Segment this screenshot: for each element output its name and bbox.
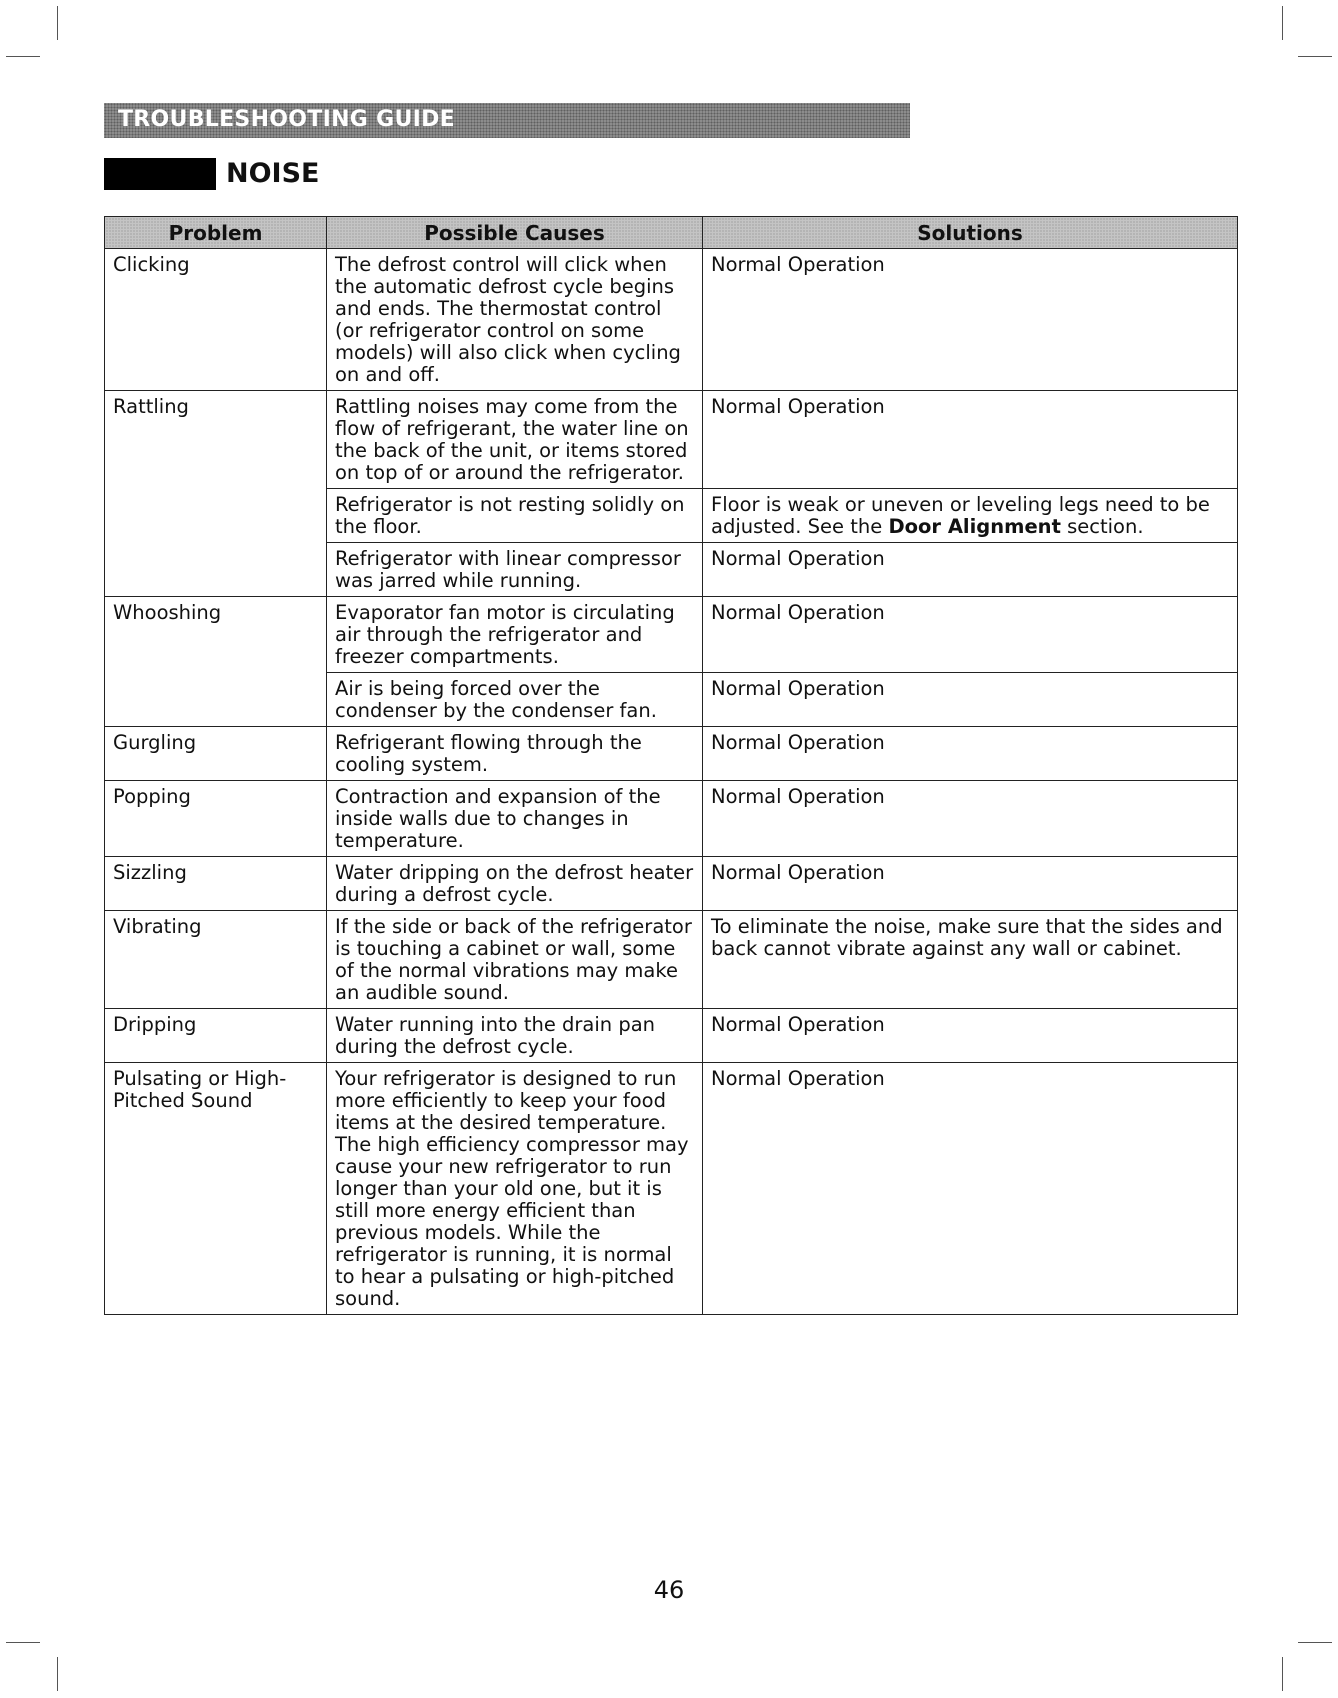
crop-mark <box>1282 6 1283 40</box>
table-row <box>105 911 1238 1009</box>
solution-cell: To eliminate the noise, make sure that the sides and back cannot vibrate against any wall or cabinet. <box>703 911 1238 1009</box>
section-marker-bar <box>104 158 216 190</box>
solution-cell: Normal Operation <box>703 597 1238 673</box>
cause-cell: Water running into the drain pan during the defrost cycle. <box>327 1009 703 1063</box>
solution-cell <box>703 489 1238 543</box>
section-title: NOISE <box>226 158 320 189</box>
cause-cell: Rattling noises may come from the flow of refrigerant, the water line on the back of the unit, or items stored on top of or around the refrigerator. <box>327 391 703 489</box>
crop-mark <box>6 1642 40 1643</box>
table-header-row <box>105 217 1238 249</box>
column-header-causes: Possible Causes <box>327 217 703 249</box>
page-number: 46 <box>653 1576 685 1604</box>
crop-mark <box>1298 56 1332 57</box>
cause-cell: Refrigerator with linear compressor was jarred while running. <box>327 543 703 597</box>
table-body <box>105 249 1238 1315</box>
problem-cell: Popping <box>105 781 327 857</box>
problem-cell: Vibrating <box>105 911 327 1009</box>
table-row <box>105 597 1238 673</box>
solution-cell: Normal Operation <box>703 727 1238 781</box>
problem-cell: Whooshing <box>105 597 327 727</box>
problem-cell: Dripping <box>105 1009 327 1063</box>
section-reference: Door Alignment <box>888 515 1061 538</box>
crop-mark <box>57 1657 58 1691</box>
crop-mark <box>57 6 58 40</box>
table-row <box>105 857 1238 911</box>
table-row <box>105 1063 1238 1315</box>
problem-cell: Rattling <box>105 391 327 597</box>
solution-cell: Normal Operation <box>703 781 1238 857</box>
section-banner <box>104 103 910 138</box>
cause-cell: If the side or back of the refrigerator is touching a cabinet or wall, some of the normal vibrations may make an audible sound. <box>327 911 703 1009</box>
problem-cell: Sizzling <box>105 857 327 911</box>
solution-cell: Normal Operation <box>703 857 1238 911</box>
column-header-solutions: Solutions <box>703 217 1238 249</box>
solution-cell: Normal Operation <box>703 673 1238 727</box>
cause-cell: Contraction and expansion of the inside walls due to changes in temperature. <box>327 781 703 857</box>
banner-title: TROUBLESHOOTING GUIDE <box>118 107 456 132</box>
cause-cell: Refrigerant flowing through the cooling system. <box>327 727 703 781</box>
table-row <box>105 727 1238 781</box>
solution-cell: Normal Operation <box>703 1063 1238 1315</box>
table-row <box>105 1009 1238 1063</box>
solution-text: section. <box>1060 515 1144 538</box>
crop-mark <box>1298 1642 1332 1643</box>
solution-cell: Normal Operation <box>703 249 1238 391</box>
solution-cell: Normal Operation <box>703 1009 1238 1063</box>
cause-cell: Refrigerator is not resting solidly on the floor. <box>327 489 703 543</box>
crop-mark <box>1282 1657 1283 1691</box>
troubleshooting-table <box>104 216 1238 1315</box>
problem-cell: Gurgling <box>105 727 327 781</box>
solution-cell: Normal Operation <box>703 391 1238 489</box>
cause-cell: Evaporator fan motor is circulating air through the refrigerator and freezer compartments. <box>327 597 703 673</box>
solution-cell: Normal Operation <box>703 543 1238 597</box>
column-header-problem: Problem <box>105 217 327 249</box>
problem-cell: Clicking <box>105 249 327 391</box>
table-row <box>105 391 1238 489</box>
cause-cell: Air is being forced over the condenser by the condenser fan. <box>327 673 703 727</box>
table-row <box>105 249 1238 391</box>
cause-cell: Your refrigerator is designed to run more efficiently to keep your food items at the desired temperature. The high efficiency compressor may cause your new refrigerator to run longer than your old one, but it is still more energy efficient than previous models. While the refrigerator is running, it is normal to hear a pulsating or high-pitched sound. <box>327 1063 703 1315</box>
cause-cell: The defrost control will click when the automatic defrost cycle begins and ends. The thermostat control (or refrigerator control on some models) will also click when cycling on and off. <box>327 249 703 391</box>
solution-text: Floor is weak or uneven or leveling legs need to be adjusted. See the <box>711 493 1210 538</box>
problem-cell: Pulsating or High-Pitched Sound <box>105 1063 327 1315</box>
cause-cell: Water dripping on the defrost heater during a defrost cycle. <box>327 857 703 911</box>
table-row <box>105 781 1238 857</box>
crop-mark <box>6 56 40 57</box>
